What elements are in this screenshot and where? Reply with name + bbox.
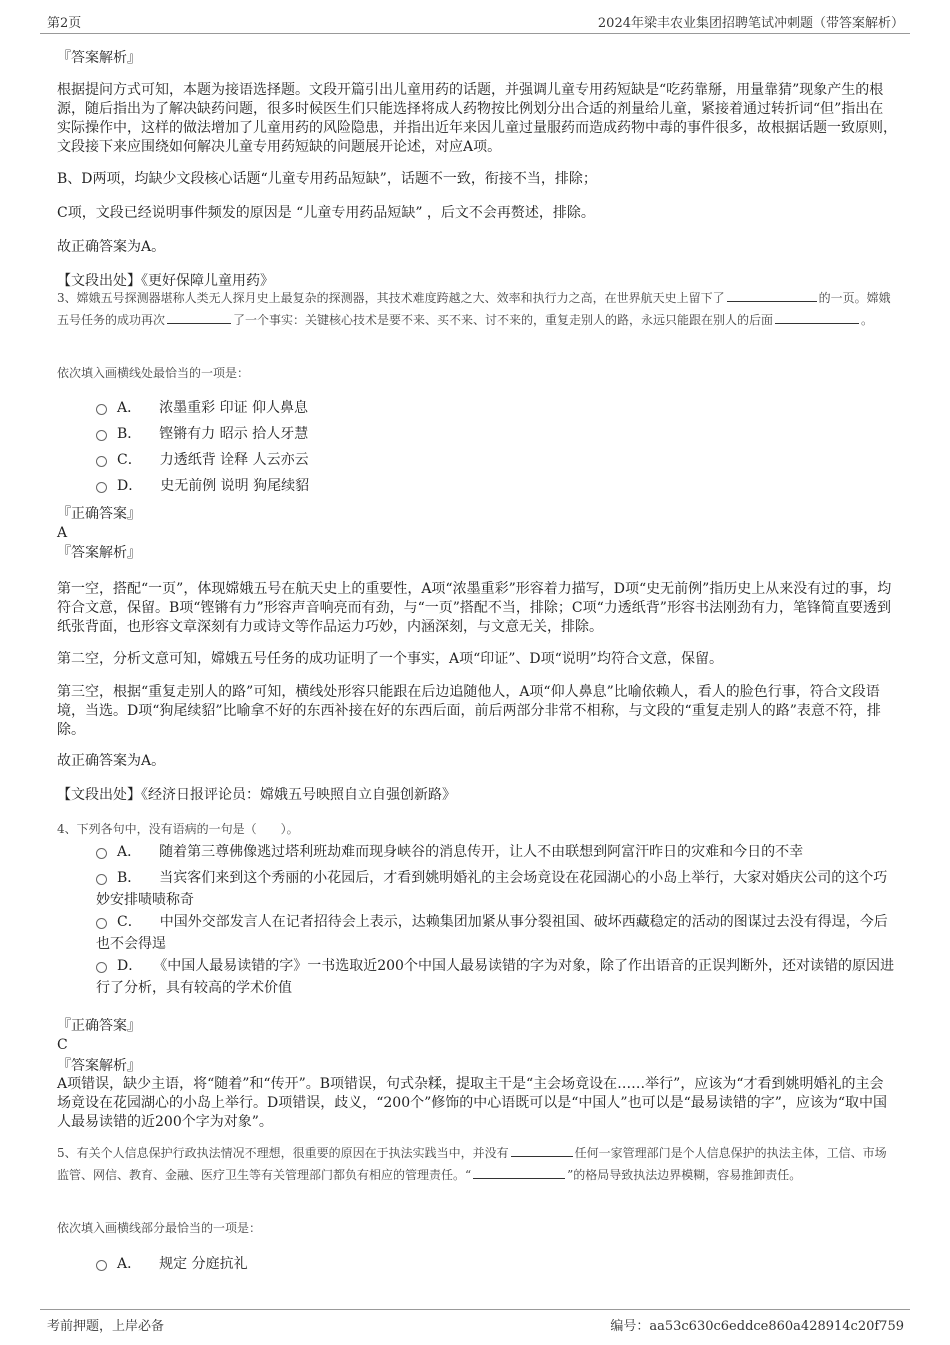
radio-icon[interactable] <box>96 456 107 467</box>
document-title: 2024年梁丰农业集团招聘笔试冲刺题（带答案解析） <box>597 16 904 31</box>
q4-analysis-label: 『答案解析』 <box>57 1058 141 1074</box>
fill-blank-1 <box>727 289 817 302</box>
fill-blank-3 <box>775 311 859 324</box>
q3-option-a[interactable]: A． 浓墨重彩 印证 仰人鼻息 <box>96 397 896 419</box>
q2-analysis-paragraph-1: 根据提问方式可知，本题为接语选择题。文段开篇引出儿童用药的话题，并强调儿童专用药短缺是“吃药靠掰，用量靠猜”现象产生的根源，随后指出为了解决缺药问题，很多时候医生们只能选择将成人药物按比例划分出合适的剂量给儿童，紧接着通过转折词“但”指出在实际操作中，这样的做法增加了儿童用药的风险隐患，并指出近年来因儿童过量服药而造成药物中毒的事件很多，故根据话题一致原则，文段接下来应围绕如何解决儿童专用药短缺的问题展开论述，对应A项。 <box>57 82 897 155</box>
q3-analysis-conclusion: 故正确答案为A。 <box>57 753 166 769</box>
q3-analysis-paragraph-3: 第三空，根据“重复走别人的路”可知，横线处形容只能跟在后边追随他人，A项“仰人鼻息”比喻依赖人，看人的脸色行事，符合文段语境，当选。D项“狗尾续貂”比喻拿不好的东西补接在好的东西后面，前后两部分非常不相称，与文段的“重复走别人的路”表意不符，排除。 <box>57 684 881 738</box>
radio-icon[interactable] <box>96 1260 107 1271</box>
radio-icon[interactable] <box>96 430 107 441</box>
q4-option-c[interactable]: C． 中国外交部发言人在记者招待会上表示，达赖集团加紧从事分裂祖国、破坏西藏稳定的活动的图谋过去没有得逞，今后也不会得逞 <box>96 914 888 952</box>
radio-icon[interactable] <box>96 918 107 929</box>
q3-source: 【文段出处】《经济日报评论员：嫦娥五号映照自立自强创新路》 <box>57 787 456 803</box>
q4-correct-answer: C <box>57 1037 68 1053</box>
q2-analysis-conclusion: 故正确答案为A。 <box>57 239 166 255</box>
q3-stem: 3、嫦娥五号探测器堪称人类无人探月史上最复杂的探测器，其技术难度跨越之大、效率和执行力之高，在世界航天史上留下了 的一页。嫦娥五号任务的成功再次 了一个事实：关键核心技术是要不来、买不来、讨不来的，重复走别人的路，永远只能跟在别人的后面 。 <box>57 291 891 327</box>
q5-prompt: 依次填入画横线部分最恰当的一项是： <box>57 1221 262 1235</box>
q5-stem: 5、有关个人信息保护行政执法情况不理想，很重要的原因在于执法实践当中，并没有 任何一家管理部门是个人信息保护的执法主体，工信、市场监管、网信、教育、金融、医疗卫生等有关管理部门都负有相应的管理责任。“ ”的格局导致执法边界模糊，容易推卸责任。 <box>57 1146 887 1182</box>
q3-analysis-paragraph-1: 第一空，搭配“一页”，体现嫦娥五号在航天史上的重要性，A项“浓墨重彩”形容着力描写，D项“史无前例”指历史上从来没有过的事，均符合文意，保留。B项“铿锵有力”形容声音响亮而有劲，与“一页”搭配不当，排除；C项“力透纸背”形容书法刚劲有力，笔锋简直要透到纸张背面，也形容文章深刻有力或诗文等作品运力巧妙，内涵深刻，与文意无关，排除。 <box>57 581 892 635</box>
q5-option-a[interactable]: A． 规定 分庭抗礼 <box>96 1253 896 1275</box>
footer-slogan: 考前押题，上岸必备 <box>47 1319 165 1334</box>
header-divider <box>40 33 910 34</box>
q4-option-a[interactable]: A． 随着第三尊佛像逃过塔利班劫难而现身峡谷的消息传开，让人不由联想到阿富汗昨日的灾难和今日的不幸 <box>96 841 896 863</box>
document-code: 编号：aa53c630c6eddce860a428914c20f759 <box>610 1319 904 1334</box>
q2-analysis-label: 『答案解析』 <box>57 50 141 66</box>
radio-icon[interactable] <box>96 848 107 859</box>
q3-analysis-label: 『答案解析』 <box>57 545 141 561</box>
radio-icon[interactable] <box>96 482 107 493</box>
radio-icon[interactable] <box>96 874 107 885</box>
fill-blank-1 <box>511 1144 573 1157</box>
page-number: 第2页 <box>47 16 82 31</box>
q2-analysis-paragraph-2: B、D两项，均缺少文段核心话题“儿童专用药品短缺”，话题不一致，衔接不当，排除； <box>57 171 597 187</box>
q3-correct-label: 『正确答案』 <box>57 506 141 522</box>
q4-option-b[interactable]: B． 当宾客们来到这个秀丽的小花园后，才看到姚明婚礼的主会场竟设在花园湖心的小岛上举行，大家对婚庆公司的这个巧妙安排啧啧称奇 <box>96 870 888 908</box>
q3-prompt: 依次填入画横线处最恰当的一项是： <box>57 366 250 380</box>
q2-source: 【文段出处】《更好保障儿童用药》 <box>57 273 274 289</box>
fill-blank-2 <box>167 311 231 324</box>
fill-blank-2 <box>473 1166 565 1179</box>
q3-correct-answer: A <box>57 525 68 541</box>
q3-option-d[interactable]: D． 史无前例 说明 狗尾续貂 <box>96 475 896 497</box>
q4-correct-label: 『正确答案』 <box>57 1018 141 1034</box>
q4-analysis: A项错误，缺少主语，将“随着”和“传开”。B项错误，句式杂糅，提取主干是“主会场竟设在……举行”，应该为“才看到姚明婚礼的主会场竟设在花园湖心的小岛上举行。D项错误，歧义，“200个”修饰的中心语既可以是“中国人”也可以是“最易读错的字”，应该为“取中国人最易读错的近200个字为对象”。 <box>57 1076 888 1130</box>
q2-analysis-paragraph-3: C项，文段已经说明事件频发的原因是 “儿童专用药品短缺” ，后文不会再赘述，排除。 <box>57 205 595 221</box>
q4-stem: 4、下列各句中，没有语病的一句是（ ）。 <box>57 822 299 836</box>
radio-icon[interactable] <box>96 404 107 415</box>
q3-option-c[interactable]: C． 力透纸背 诠释 人云亦云 <box>96 449 896 471</box>
q3-analysis-paragraph-2: 第二空，分析文意可知，嫦娥五号任务的成功证明了一个事实，A项“印证”、D项“说明”均符合文意，保留。 <box>57 651 723 667</box>
footer-divider <box>40 1309 910 1310</box>
q4-option-d[interactable]: D． 《中国人最易读错的字》一书选取近200个中国人最易读错的字为对象，除了作出语音的正误判断外，还对读错的原因进行了分析，具有较高的学术价值 <box>96 958 894 996</box>
q3-option-b[interactable]: B． 铿锵有力 昭示 拾人牙慧 <box>96 423 896 445</box>
radio-icon[interactable] <box>96 962 107 973</box>
